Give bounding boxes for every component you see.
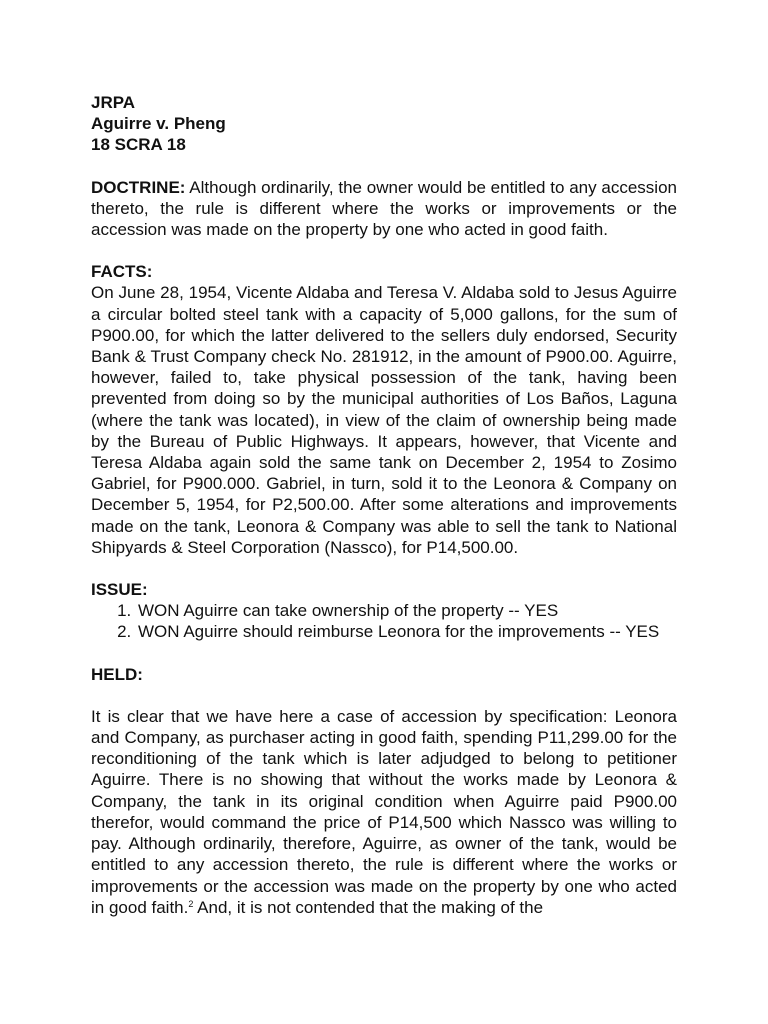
issue-section: [91, 579, 677, 643]
held-text-main: It is clear that we have here a case of accession by specification: Leonora and Company, as purchaser acting in good faith, spending P11,299.00 for the reconditioning of the tank which is later adjudged to belong to petitioner Aguirre. There is no showing that without the works made by Leonora & Company, the tank in its original condition when Aguirre paid P900.00 therefor, would command the price of P14,500 which Nassco was willing to pay. Although ordinarily, therefore, Aguirre, as owner of the tank, would be entitled to any accession thereto, the rule is different where the works or improvements or the accession was made on the property by one who acted in good faith.: [91, 706, 677, 917]
case-title: Aguirre v. Pheng: [91, 114, 226, 134]
doctrine-section: [91, 177, 677, 241]
header-block: [91, 92, 677, 156]
doctrine-text: Although ordinarily, the owner would be entitled to any accession thereto, the rule is different where the works or improvements or the accession was made on the property by one who acted in good faith.: [91, 177, 677, 240]
issue-list: [91, 600, 677, 642]
footnote-reference[interactable]: 2: [188, 898, 194, 909]
facts-label: FACTS:: [91, 262, 153, 282]
held-text: [91, 706, 677, 918]
case-digest: [91, 92, 677, 918]
issue-label: ISSUE:: [91, 580, 148, 600]
held-section: [91, 664, 677, 918]
issue-item: 2. WON Aguirre should reimburse Leonora for the improvements -- YES: [136, 621, 677, 642]
case-citation: 18 SCRA 18: [91, 135, 186, 155]
held-text-continued: And, it is not contended that the making of the: [193, 897, 544, 917]
facts-text: On June 28, 1954, Vicente Aldaba and Teresa V. Aldaba sold to Jesus Aguirre a circular bolted steel tank with a capacity of 5,000 gallons, for the sum of P900.00, for which the latter delivered to the sellers duly endorsed, Security Bank & Trust Company check No. 281912, in the amount of P900.00. Aguirre, however, failed to, take physical possession of the tank, having been prevented from doing so by the municipal authorities of Los Baños, Laguna (where the tank was located), in view of the claim of ownership being made by the Bureau of Public Highways. It appears, however, that Vicente and Teresa Aldaba again sold the same tank on December 2, 1954 to Zosimo Gabriel, for P900.000. Gabriel, in turn, sold it to the Leonora & Company on December 5, 1954, for P2,500.00. After some alterations and improvements made on the tank, Leonora & Company was able to sell the tank to National Shipyards & Steel Corporation (Nassco), for P14,500.00.: [91, 283, 677, 557]
author-initials: JRPA: [91, 93, 136, 112]
doctrine-label: DOCTRINE:: [91, 177, 186, 197]
issue-item: 1. WON Aguirre can take ownership of the property -- YES: [136, 600, 677, 621]
facts-section: [91, 261, 677, 558]
held-label: HELD:: [91, 664, 143, 684]
held-spacer: [91, 685, 677, 706]
